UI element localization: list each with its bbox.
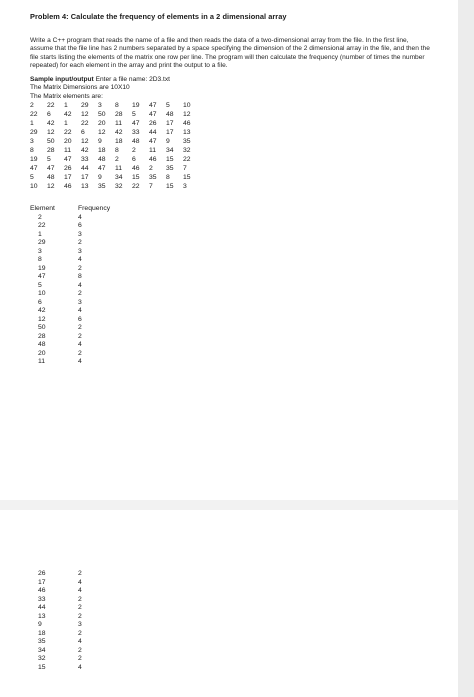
element-value: 47 <box>38 273 46 281</box>
frequency-value: 2 <box>78 612 82 620</box>
matrix-cell: 5 <box>166 102 170 110</box>
matrix-cell: 50 <box>47 138 55 146</box>
sample-line <box>30 76 430 84</box>
frequency-value: 4 <box>78 663 82 671</box>
document-page-2 <box>0 510 458 697</box>
element-value: 48 <box>38 341 46 349</box>
matrix-cell: 6 <box>81 129 85 137</box>
frequency-value: 6 <box>78 222 82 230</box>
table-row <box>30 265 118 274</box>
frequency-table-header <box>30 205 118 214</box>
matrix-cell: 28 <box>115 111 123 119</box>
matrix-cell: 46 <box>64 183 72 191</box>
table-row <box>30 604 118 613</box>
matrix-cell: 22 <box>64 129 72 137</box>
matrix-cell: 12 <box>183 111 191 119</box>
matrix-cell: 17 <box>64 174 72 182</box>
frequency-value: 2 <box>78 629 82 637</box>
matrix-cell: 2 <box>132 147 136 155</box>
table-row <box>30 324 118 333</box>
matrix-cell: 19 <box>132 102 140 110</box>
matrix-row <box>30 137 200 146</box>
matrix-cell: 15 <box>132 174 140 182</box>
matrix-cell: 48 <box>98 156 106 164</box>
table-row <box>30 621 118 630</box>
matrix-cell: 5 <box>132 111 136 119</box>
matrix-cell: 13 <box>183 129 191 137</box>
table-row <box>30 664 118 673</box>
matrix-cell: 8 <box>115 147 119 155</box>
matrix-cell: 2 <box>115 156 119 164</box>
table-row <box>30 316 118 325</box>
table-row <box>30 655 118 664</box>
table-row <box>30 222 118 231</box>
frequency-value: 4 <box>78 578 82 586</box>
matrix-row <box>30 146 200 155</box>
dimensions-line: The Matrix Dimensions are 10X10 <box>30 84 130 92</box>
table-row <box>30 358 118 367</box>
frequency-value: 4 <box>78 341 82 349</box>
matrix-cell: 9 <box>98 174 102 182</box>
scrollbar-track[interactable] <box>458 0 474 697</box>
matrix-cell: 18 <box>115 138 123 146</box>
matrix-cell: 1 <box>64 120 68 128</box>
frequency-value: 2 <box>78 570 82 577</box>
matrix-cell: 3 <box>98 102 102 110</box>
element-value: 3 <box>38 247 42 255</box>
matrix-cell: 12 <box>81 138 89 146</box>
element-value: 6 <box>38 298 42 306</box>
matrix-cell: 42 <box>47 120 55 128</box>
element-value: 9 <box>38 621 42 628</box>
matrix-cell: 47 <box>149 102 157 110</box>
frequency-value: 2 <box>78 604 82 611</box>
table-row <box>30 341 118 350</box>
matrix-row <box>30 128 200 137</box>
matrix-cell: 11 <box>149 147 157 155</box>
matrix-row <box>30 110 200 119</box>
matrix-cell: 22 <box>47 102 55 110</box>
element-value: 20 <box>38 349 46 357</box>
matrix-cell: 18 <box>98 147 106 155</box>
matrix-table <box>30 101 200 191</box>
matrix-cell: 28 <box>47 147 55 155</box>
table-row <box>30 596 118 605</box>
element-value: 50 <box>38 324 46 332</box>
element-value: 34 <box>38 646 46 654</box>
matrix-row <box>30 173 200 182</box>
element-value: 8 <box>38 256 42 264</box>
matrix-cell: 22 <box>81 120 89 128</box>
frequency-value: 6 <box>78 315 82 323</box>
matrix-cell: 2 <box>30 102 34 110</box>
table-row <box>30 290 118 299</box>
table-row <box>30 570 118 579</box>
matrix-cell: 46 <box>149 156 157 164</box>
matrix-cell: 32 <box>115 183 123 191</box>
matrix-cell: 42 <box>64 111 72 119</box>
matrix-cell: 17 <box>81 174 89 182</box>
element-value: 5 <box>38 281 42 289</box>
matrix-cell: 47 <box>30 165 38 173</box>
frequency-table <box>30 205 118 367</box>
frequency-value: 2 <box>78 595 82 603</box>
matrix-row <box>30 164 200 173</box>
matrix-cell: 22 <box>30 111 38 119</box>
table-row <box>30 350 118 359</box>
table-row <box>30 579 118 588</box>
matrix-cell: 35 <box>149 174 157 182</box>
matrix-cell: 34 <box>166 147 174 155</box>
matrix-row <box>30 119 200 128</box>
matrix-cell: 44 <box>149 129 157 137</box>
matrix-cell: 2 <box>149 165 153 173</box>
matrix-cell: 48 <box>47 174 55 182</box>
matrix-cell: 7 <box>183 165 187 173</box>
element-value: 28 <box>38 332 46 340</box>
table-row <box>30 231 118 240</box>
matrix-cell: 12 <box>47 129 55 137</box>
element-value: 33 <box>38 595 46 603</box>
element-value: 26 <box>38 570 46 577</box>
frequency-value: 2 <box>78 239 82 247</box>
element-value: 12 <box>38 315 46 323</box>
matrix-cell: 8 <box>115 102 119 110</box>
table-row <box>30 282 118 291</box>
frequency-value: 3 <box>78 230 82 238</box>
element-value: 19 <box>38 264 46 272</box>
element-value: 1 <box>38 230 42 238</box>
frequency-value: 4 <box>78 256 82 264</box>
frequency-value: 2 <box>78 264 82 272</box>
elements-line: The Matrix elements are: <box>30 92 103 100</box>
frequency-value: 2 <box>78 655 82 662</box>
matrix-cell: 22 <box>183 156 191 164</box>
matrix-cell: 50 <box>98 111 106 119</box>
table-row <box>30 239 118 248</box>
frequency-value: 4 <box>78 587 82 594</box>
element-value: 15 <box>38 663 46 671</box>
matrix-cell: 47 <box>47 165 55 173</box>
matrix-cell: 35 <box>166 165 174 173</box>
matrix-cell: 7 <box>149 183 153 191</box>
matrix-cell: 17 <box>166 129 174 137</box>
frequency-table-continued <box>30 570 118 672</box>
sample-label: Sample input/output <box>30 76 94 84</box>
matrix-cell: 3 <box>30 138 34 146</box>
frequency-value: 3 <box>78 298 82 306</box>
matrix-cell: 42 <box>81 147 89 155</box>
matrix-cell: 9 <box>166 138 170 146</box>
element-value: 32 <box>38 655 46 662</box>
table-row <box>30 256 118 265</box>
matrix-cell: 48 <box>166 111 174 119</box>
header-frequency: Frequency <box>78 205 111 213</box>
element-value: 22 <box>38 222 46 230</box>
matrix-cell: 1 <box>30 120 34 128</box>
matrix-cell: 47 <box>149 138 157 146</box>
matrix-cell: 33 <box>132 129 140 137</box>
matrix-cell: 35 <box>98 183 106 191</box>
matrix-cell: 9 <box>98 138 102 146</box>
matrix-cell: 13 <box>81 183 89 191</box>
frequency-value: 4 <box>78 307 82 315</box>
frequency-value: 4 <box>78 638 82 645</box>
frequency-value: 2 <box>78 290 82 298</box>
matrix-cell: 48 <box>132 138 140 146</box>
matrix-cell: 20 <box>98 120 106 128</box>
matrix-cell: 12 <box>98 129 106 137</box>
element-value: 29 <box>38 239 46 247</box>
table-row <box>30 333 118 342</box>
matrix-cell: 42 <box>115 129 123 137</box>
matrix-cell: 10 <box>30 183 38 191</box>
matrix-cell: 8 <box>166 174 170 182</box>
matrix-cell: 22 <box>132 183 140 191</box>
table-row <box>30 248 118 257</box>
element-value: 2 <box>38 213 42 221</box>
matrix-cell: 6 <box>132 156 136 164</box>
element-value: 44 <box>38 604 46 611</box>
matrix-cell: 11 <box>115 165 123 173</box>
table-row <box>30 647 118 656</box>
matrix-cell: 17 <box>166 120 174 128</box>
frequency-value: 4 <box>78 358 82 366</box>
element-value: 10 <box>38 290 46 298</box>
matrix-row <box>30 182 200 191</box>
table-row <box>30 273 118 282</box>
element-value: 42 <box>38 307 46 315</box>
matrix-row <box>30 155 200 164</box>
frequency-value: 4 <box>78 281 82 289</box>
matrix-cell: 8 <box>30 147 34 155</box>
matrix-cell: 47 <box>132 120 140 128</box>
frequency-value: 3 <box>78 247 82 255</box>
element-value: 11 <box>38 358 46 366</box>
frequency-value: 4 <box>78 213 82 221</box>
matrix-cell: 15 <box>166 183 174 191</box>
matrix-cell: 29 <box>30 129 38 137</box>
matrix-cell: 6 <box>47 111 51 119</box>
matrix-cell: 46 <box>132 165 140 173</box>
element-value: 18 <box>38 629 46 637</box>
table-row <box>30 299 118 308</box>
matrix-cell: 32 <box>183 147 191 155</box>
matrix-cell: 29 <box>81 102 89 110</box>
matrix-cell: 47 <box>64 156 72 164</box>
matrix-cell: 1 <box>64 102 68 110</box>
frequency-value: 2 <box>78 324 82 332</box>
frequency-value: 2 <box>78 349 82 357</box>
header-element: Element <box>30 205 55 213</box>
matrix-cell: 11 <box>115 120 123 128</box>
table-row <box>30 587 118 596</box>
matrix-cell: 12 <box>81 111 89 119</box>
matrix-cell: 33 <box>81 156 89 164</box>
table-row <box>30 638 118 647</box>
matrix-cell: 20 <box>64 138 72 146</box>
matrix-cell: 12 <box>47 183 55 191</box>
element-value: 35 <box>38 638 46 645</box>
sample-prompt: Enter a file name: 2D3.txt <box>93 76 170 84</box>
matrix-cell: 44 <box>81 165 89 173</box>
element-value: 13 <box>38 612 46 620</box>
matrix-cell: 35 <box>183 138 191 146</box>
matrix-cell: 46 <box>183 120 191 128</box>
matrix-cell: 26 <box>64 165 72 173</box>
element-value: 46 <box>38 587 46 594</box>
table-row <box>30 214 118 223</box>
matrix-row <box>30 101 200 110</box>
matrix-cell: 34 <box>115 174 123 182</box>
problem-description: Write a C++ program that reads the name of a file and then reads the data of a two-dimensional array from the file. In the first line, assume that the file line has 2 numbers separated by a space specifying the dimension of the 2 dimensional array in the file, and then the file starts listing the elements of the matrix one row per line. The program will then calculate the frequency (number of times the number repeated) for each element in the array and print the output to a file. <box>30 37 430 69</box>
table-row <box>30 613 118 622</box>
frequency-value: 2 <box>78 646 82 654</box>
matrix-cell: 47 <box>98 165 106 173</box>
frequency-value: 3 <box>78 621 82 628</box>
matrix-cell: 10 <box>183 102 191 110</box>
problem-title: Problem 4: Calculate the frequency of elements in a 2 dimensional array <box>30 12 287 21</box>
matrix-cell: 47 <box>149 111 157 119</box>
matrix-cell: 15 <box>183 174 191 182</box>
table-row <box>30 307 118 316</box>
matrix-cell: 15 <box>166 156 174 164</box>
table-row <box>30 630 118 639</box>
element-value: 17 <box>38 578 46 586</box>
matrix-cell: 5 <box>30 174 34 182</box>
frequency-value: 2 <box>78 332 82 340</box>
frequency-value: 8 <box>78 273 82 281</box>
matrix-cell: 19 <box>30 156 38 164</box>
matrix-cell: 3 <box>183 183 187 191</box>
matrix-cell: 26 <box>149 120 157 128</box>
matrix-cell: 11 <box>64 147 72 155</box>
matrix-cell: 5 <box>47 156 51 164</box>
